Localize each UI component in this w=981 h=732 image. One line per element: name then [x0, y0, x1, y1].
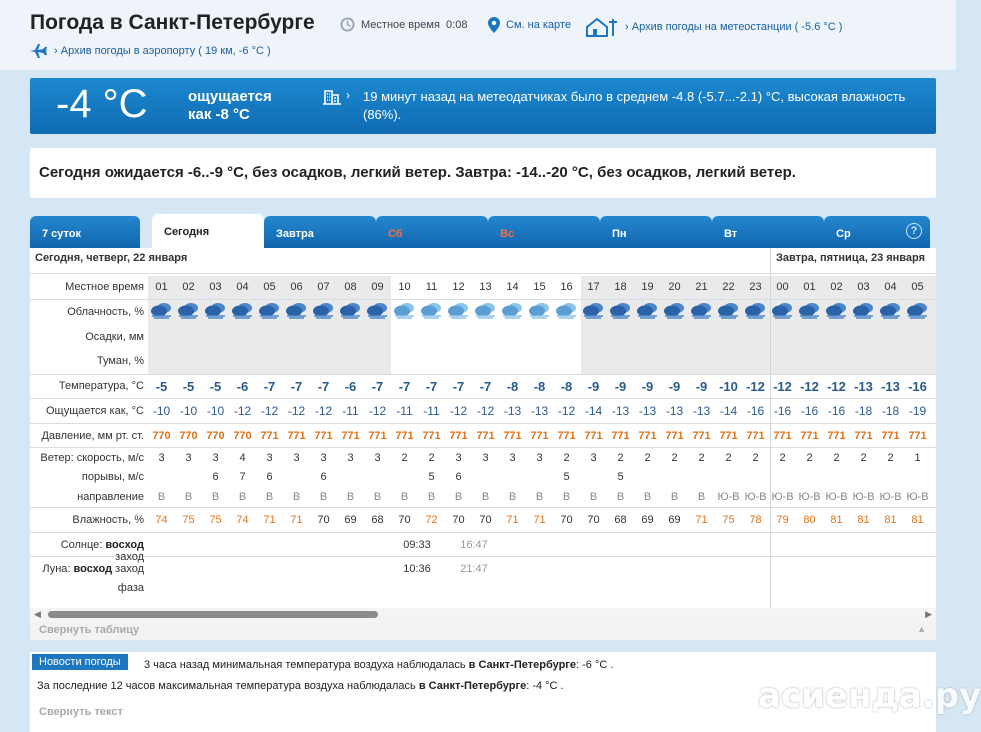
direction-cell: В: [292, 491, 301, 503]
wind-cell: 3: [482, 452, 489, 464]
temp-cell: -8: [533, 379, 546, 394]
temp-cell: -8: [506, 379, 519, 394]
direction-cell: В: [481, 491, 490, 503]
cloud-icon: [419, 301, 444, 319]
wind-cell: 3: [212, 452, 219, 464]
hour-cell: 05: [911, 281, 924, 293]
station-icon: [585, 17, 619, 37]
feels-cell: -10: [206, 404, 225, 418]
wind-cell: 1: [914, 452, 921, 464]
airplane-icon: [30, 44, 48, 58]
cloud-icon: [392, 301, 417, 319]
humidity-cell: 70: [560, 514, 573, 526]
airport-archive-link[interactable]: › Архив погоды в аэропорту ( 19 км, -6 °C ): [30, 44, 271, 58]
wind-cell: 3: [455, 452, 462, 464]
temp-cell: -7: [452, 379, 465, 394]
current-temperature: -4 °C: [56, 82, 148, 126]
pressure-cell: 771: [341, 430, 360, 442]
tab-7[interactable]: Ср: [824, 216, 930, 248]
direction-cell: Ю-В: [879, 491, 902, 503]
wind-cell: 2: [725, 452, 732, 464]
temp-cell: -12: [773, 379, 792, 394]
direction-cell: В: [373, 491, 382, 503]
cloud-icon: [689, 301, 714, 319]
cloud-icon: [284, 301, 309, 319]
tomorrow-date: Завтра, пятница, 23 января: [776, 252, 926, 264]
gust-cell: 6: [266, 471, 273, 483]
hour-cell: 20: [668, 281, 681, 293]
feels-cell: -11: [396, 404, 413, 418]
feels-cell: -16: [827, 404, 846, 418]
news-line-1: 3 часа назад минимальная температура воздуха наблюдалась в Санкт-Петербурге: -6 °C .: [144, 659, 614, 671]
feels-cell: -18: [854, 404, 873, 418]
humidity-cell: 81: [911, 514, 924, 526]
feels-cell: -12: [557, 404, 576, 418]
feels-cell: -11: [423, 404, 440, 418]
label-gusts: порывы, м/с: [81, 471, 144, 483]
wind-cell: 2: [806, 452, 813, 464]
pressure-cell: 770: [233, 430, 252, 442]
cloud-icon: [581, 301, 606, 319]
cloud-icon: [500, 301, 525, 319]
direction-cell: В: [697, 491, 706, 503]
cloud-icon: [851, 301, 876, 319]
cloud-icon: [527, 301, 552, 319]
label-sun: Солнце: восход заход: [60, 539, 144, 563]
temp-cell: -12: [827, 379, 846, 394]
feels-cell: -13: [503, 404, 522, 418]
temp-cell: -9: [695, 379, 708, 394]
building-icon: [322, 87, 342, 105]
label-phase: фаза: [117, 582, 144, 594]
wind-cell: 4: [239, 452, 246, 464]
forecast-tabs: [30, 214, 936, 248]
local-time: Местное время 0:08: [340, 17, 467, 32]
cloud-icon: [905, 301, 930, 319]
station-archive-link[interactable]: › Архив погоды на метеостанции ( -5.6 °C ): [585, 17, 842, 37]
hour-cell: 15: [533, 281, 546, 293]
cloud-icon: [365, 301, 390, 319]
wind-cell: 3: [293, 452, 300, 464]
humidity-cell: 75: [722, 514, 735, 526]
direction-cell: В: [265, 491, 274, 503]
hourly-forecast-table: [30, 248, 936, 622]
direction-cell: В: [211, 491, 220, 503]
temp-cell: -7: [479, 379, 492, 394]
pressure-cell: 770: [152, 430, 171, 442]
tab-6[interactable]: Вт: [712, 216, 824, 248]
direction-cell: Ю-В: [744, 491, 767, 503]
moonset-time: 21:47: [460, 563, 488, 575]
moonrise-time: 10:36: [403, 563, 431, 575]
humidity-cell: 75: [182, 514, 195, 526]
pressure-cell: 771: [449, 430, 468, 442]
pressure-cell: 771: [881, 430, 900, 442]
temp-cell: -13: [854, 379, 873, 394]
gust-cell: 6: [320, 471, 327, 483]
cloud-icon: [338, 301, 363, 319]
hour-cell: 04: [884, 281, 897, 293]
label-wind-speed: Ветер: скорость, м/с: [40, 452, 144, 464]
hour-cell: 03: [209, 281, 222, 293]
feels-cell: -13: [530, 404, 549, 418]
direction-cell: В: [670, 491, 679, 503]
pressure-cell: 771: [611, 430, 630, 442]
temp-cell: -9: [668, 379, 681, 394]
temp-cell: -10: [719, 379, 738, 394]
wind-cell: 2: [644, 452, 651, 464]
direction-cell: В: [184, 491, 193, 503]
map-pin-icon: [488, 17, 500, 33]
feels-cell: -16: [800, 404, 819, 418]
humidity-cell: 74: [236, 514, 249, 526]
temp-cell: -9: [614, 379, 627, 394]
hour-cell: 13: [479, 281, 492, 293]
direction-cell: В: [400, 491, 409, 503]
humidity-cell: 71: [506, 514, 519, 526]
feels-cell: -12: [260, 404, 279, 418]
humidity-cell: 81: [830, 514, 843, 526]
map-link[interactable]: См. на карте: [488, 17, 571, 33]
wind-cell: 2: [887, 452, 894, 464]
direction-cell: В: [454, 491, 463, 503]
direction-cell: Ю-В: [798, 491, 821, 503]
wind-cell: 2: [752, 452, 759, 464]
humidity-cell: 71: [290, 514, 303, 526]
pressure-cell: 770: [206, 430, 225, 442]
direction-cell: В: [589, 491, 598, 503]
direction-cell: В: [157, 491, 166, 503]
feels-cell: -12: [233, 404, 252, 418]
feels-cell: -18: [881, 404, 900, 418]
pressure-cell: 771: [314, 430, 333, 442]
cloud-icon: [257, 301, 282, 319]
feels-cell: -13: [665, 404, 684, 418]
cloud-icon: [662, 301, 687, 319]
sensor-report: 19 минут назад на метеодатчиках было в среднем -4.8 (-5.7...-2.1) °C, высокая влажность (86%).: [363, 89, 906, 122]
cloud-icon: [608, 301, 633, 319]
hour-cell: 06: [290, 281, 303, 293]
feels-like: ощущается как -8 °C: [188, 88, 272, 123]
pressure-cell: 771: [638, 430, 657, 442]
wind-cell: 3: [320, 452, 327, 464]
pressure-cell: 771: [260, 430, 279, 442]
feels-cell: -10: [179, 404, 198, 418]
collapse-text-link[interactable]: Свернуть текст: [39, 706, 123, 718]
direction-cell: В: [562, 491, 571, 503]
hour-cell: 23: [749, 281, 762, 293]
wind-cell: 2: [617, 452, 624, 464]
wind-cell: 3: [158, 452, 165, 464]
humidity-cell: 71: [263, 514, 276, 526]
direction-cell: В: [535, 491, 544, 503]
humidity-cell: 68: [371, 514, 384, 526]
pressure-cell: 771: [908, 430, 927, 442]
humidity-cell: 69: [641, 514, 654, 526]
wind-cell: 3: [347, 452, 354, 464]
pressure-cell: 771: [773, 430, 792, 442]
pressure-cell: 771: [746, 430, 765, 442]
cloud-icon: [230, 301, 255, 319]
temp-cell: -5: [209, 379, 222, 394]
humidity-cell: 70: [479, 514, 492, 526]
hour-cell: 22: [722, 281, 735, 293]
page-title: Погода в Санкт-Петербурге: [30, 11, 315, 34]
direction-cell: Ю-В: [906, 491, 929, 503]
temp-cell: -9: [641, 379, 654, 394]
wind-cell: 3: [374, 452, 381, 464]
temp-cell: -7: [263, 379, 276, 394]
direction-cell: Ю-В: [825, 491, 848, 503]
direction-cell: В: [508, 491, 517, 503]
direction-cell: В: [238, 491, 247, 503]
temp-cell: -9: [587, 379, 600, 394]
news-badge: Новости погоды: [32, 654, 128, 670]
humidity-cell: 80: [803, 514, 816, 526]
hour-cell: 01: [155, 281, 168, 293]
cloud-icon: [554, 301, 579, 319]
direction-cell: Ю-В: [771, 491, 794, 503]
cloud-icon: [743, 301, 768, 319]
tab-4[interactable]: Вс: [488, 216, 600, 248]
humidity-cell: 71: [695, 514, 708, 526]
moon-phase-icon: [455, 582, 471, 602]
temp-cell: -7: [290, 379, 303, 394]
temp-cell: -8: [560, 379, 573, 394]
hour-cell: 12: [452, 281, 465, 293]
feels-cell: -12: [368, 404, 387, 418]
hour-cell: 02: [182, 281, 195, 293]
humidity-cell: 70: [452, 514, 465, 526]
cloud-icon: [824, 301, 849, 319]
temp-cell: -6: [344, 379, 357, 394]
temp-cell: -6: [236, 379, 249, 394]
forecast-summary: Сегодня ожидается -6..-9 °C, без осадков, легкий ветер. Завтра: -14..-20 °C, без осадков, легкий ветер.: [30, 148, 936, 198]
cloud-icon: [635, 301, 660, 319]
cloud-icon: [446, 301, 471, 319]
wind-cell: 2: [779, 452, 786, 464]
feels-cell: -14: [719, 404, 738, 418]
pressure-cell: 770: [179, 430, 198, 442]
watermark-logo: асиенда.ру: [758, 676, 981, 716]
feels-cell: -13: [692, 404, 711, 418]
page-header: [0, 0, 956, 70]
sunrise-time: 09:33: [403, 539, 431, 551]
cloud-icon: [716, 301, 741, 319]
wind-cell: 3: [590, 452, 597, 464]
humidity-cell: 71: [533, 514, 546, 526]
pressure-cell: 771: [557, 430, 576, 442]
humidity-cell: 79: [776, 514, 789, 526]
feels-cell: -13: [638, 404, 657, 418]
gust-cell: 7: [239, 471, 246, 483]
pressure-cell: 771: [422, 430, 441, 442]
temp-cell: -12: [800, 379, 819, 394]
pressure-cell: 771: [854, 430, 873, 442]
humidity-cell: 70: [587, 514, 600, 526]
humidity-cell: 75: [209, 514, 222, 526]
feels-cell: -12: [287, 404, 306, 418]
wind-cell: 2: [833, 452, 840, 464]
pressure-cell: 771: [692, 430, 711, 442]
wind-cell: 3: [536, 452, 543, 464]
feels-cell: -10: [152, 404, 171, 418]
humidity-cell: 81: [884, 514, 897, 526]
humidity-cell: 72: [425, 514, 438, 526]
humidity-cell: 69: [668, 514, 681, 526]
pressure-cell: 771: [395, 430, 414, 442]
pressure-cell: 771: [368, 430, 387, 442]
temp-cell: -16: [908, 379, 927, 394]
feels-cell: -14: [584, 404, 603, 418]
wind-cell: 3: [266, 452, 273, 464]
label-temp: Температура, °C: [58, 380, 144, 392]
wind-cell: 2: [698, 452, 705, 464]
gust-cell: 5: [428, 471, 435, 483]
cloud-icon: [176, 301, 201, 319]
humidity-cell: 78: [749, 514, 762, 526]
tab-5[interactable]: Пн: [600, 216, 712, 248]
pressure-cell: 771: [530, 430, 549, 442]
direction-cell: В: [346, 491, 355, 503]
humidity-cell: 70: [317, 514, 330, 526]
feels-cell: -12: [476, 404, 495, 418]
tab-2[interactable]: Завтра: [264, 216, 376, 248]
wind-cell: 2: [671, 452, 678, 464]
cloud-icon: [473, 301, 498, 319]
pressure-cell: 771: [800, 430, 819, 442]
hour-cell: 11: [425, 281, 438, 293]
direction-cell: В: [427, 491, 436, 503]
direction-cell: В: [616, 491, 625, 503]
cloud-icon: [770, 301, 795, 319]
feels-cell: -11: [342, 404, 359, 418]
hour-cell: 18: [614, 281, 627, 293]
label-humidity: Влажность, %: [72, 514, 144, 526]
label-feels: Ощущается как, °C: [45, 405, 144, 417]
scrollbar-thumb[interactable]: [48, 611, 378, 618]
hour-cell: 14: [506, 281, 519, 293]
wind-cell: 2: [563, 452, 570, 464]
temp-cell: -7: [425, 379, 438, 394]
label-time: Местное время: [65, 281, 144, 293]
hour-cell: 21: [695, 281, 708, 293]
feels-cell: -19: [908, 404, 927, 418]
direction-cell: Ю-В: [717, 491, 740, 503]
hour-cell: 03: [857, 281, 870, 293]
feels-cell: -12: [449, 404, 468, 418]
hour-cell: 05: [263, 281, 276, 293]
news-line-2: За последние 12 часов максимальная температура воздуха наблюдалась в Санкт-Петербурге: -4 °C .: [37, 680, 564, 692]
hour-cell: 08: [344, 281, 357, 293]
hour-cell: 17: [587, 281, 600, 293]
label-precip: Осадки, мм: [85, 331, 144, 343]
hour-cell: 19: [641, 281, 654, 293]
cloud-icon: [203, 301, 228, 319]
hour-cell: 07: [317, 281, 330, 293]
temp-cell: -7: [371, 379, 384, 394]
wind-cell: 3: [185, 452, 192, 464]
direction-cell: В: [643, 491, 652, 503]
wind-cell: 3: [509, 452, 516, 464]
label-pressure: Давление, мм рт. ст.: [41, 430, 144, 442]
cloud-icon: [878, 301, 903, 319]
temp-cell: -5: [155, 379, 168, 394]
label-direction: направление: [77, 491, 144, 503]
wind-cell: 2: [428, 452, 435, 464]
humidity-cell: 74: [155, 514, 168, 526]
humidity-cell: 81: [857, 514, 870, 526]
pressure-cell: 771: [287, 430, 306, 442]
tab-0[interactable]: 7 суток: [30, 216, 140, 248]
current-weather-panel: -4 °C ощущается как -8 °C › 19 минут назад на метеодатчиках было в среднем -4.8 (-5.7...-2.1) °C, высокая влажность (86%).: [30, 78, 936, 134]
sunset-time: 16:47: [460, 539, 488, 551]
pressure-cell: 771: [503, 430, 522, 442]
today-date: Сегодня, четверг, 22 января: [35, 252, 188, 264]
hour-cell: 04: [236, 281, 249, 293]
temp-cell: -12: [746, 379, 765, 394]
feels-cell: -12: [314, 404, 333, 418]
clock-icon: [340, 17, 355, 32]
gust-cell: 5: [563, 471, 570, 483]
temp-cell: -5: [182, 379, 195, 394]
feels-cell: -13: [611, 404, 630, 418]
tab-1[interactable]: Сегодня: [152, 214, 264, 248]
temp-cell: -7: [317, 379, 330, 394]
pressure-cell: 771: [719, 430, 738, 442]
pressure-cell: 771: [584, 430, 603, 442]
hour-cell: 01: [803, 281, 816, 293]
hour-cell: 09: [371, 281, 384, 293]
cloud-icon: [311, 301, 336, 319]
humidity-cell: 69: [344, 514, 357, 526]
label-moon: Луна: восход заход: [42, 563, 144, 575]
wind-cell: 2: [860, 452, 867, 464]
feels-cell: -16: [773, 404, 792, 418]
hour-cell: 00: [776, 281, 789, 293]
direction-cell: Ю-В: [852, 491, 875, 503]
horizontal-scrollbar[interactable]: ◀ ▶: [30, 608, 936, 622]
label-cloud: Облачность, %: [67, 306, 144, 318]
humidity-cell: 70: [398, 514, 411, 526]
wind-cell: 2: [401, 452, 408, 464]
pressure-cell: 771: [665, 430, 684, 442]
pressure-cell: 771: [827, 430, 846, 442]
hour-cell: 10: [398, 281, 411, 293]
help-icon[interactable]: ?: [906, 223, 922, 239]
direction-cell: В: [319, 491, 328, 503]
tab-3[interactable]: Сб: [376, 216, 488, 248]
hour-cell: 02: [830, 281, 843, 293]
cloud-icon: [797, 301, 822, 319]
cloud-icon: [149, 301, 174, 319]
gust-cell: 6: [212, 471, 219, 483]
humidity-cell: 68: [614, 514, 627, 526]
temp-cell: -7: [398, 379, 411, 394]
collapse-table-link[interactable]: Свернуть таблицу ▲: [30, 622, 936, 640]
pressure-cell: 771: [476, 430, 495, 442]
feels-cell: -16: [746, 404, 765, 418]
hour-cell: 16: [560, 281, 573, 293]
gust-cell: 6: [455, 471, 462, 483]
label-fog: Туман, %: [96, 355, 144, 367]
temp-cell: -13: [881, 379, 900, 394]
gust-cell: 5: [617, 471, 624, 483]
